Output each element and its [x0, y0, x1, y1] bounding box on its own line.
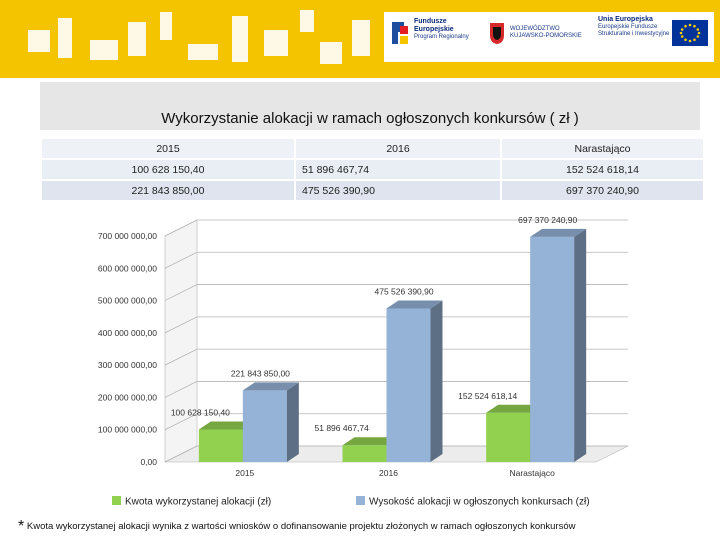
- y-tick-label: 300 000 000,00: [97, 360, 157, 371]
- table-cell: 221 843 850,00: [42, 181, 294, 200]
- table-header-cell: Narastająco: [502, 139, 703, 158]
- bar: [486, 413, 530, 462]
- data-label: 100 628 150,40: [170, 407, 230, 418]
- footnote-text: Kwota wykorzystanej alokacji wynika z wartości wniosków o dofinansowanie projektu złożonych w ramach ogłoszonych konkursów: [26, 521, 576, 532]
- footnote: [18, 516, 576, 534]
- table-cell: 475 526 390,90: [296, 181, 500, 200]
- table-cell: 152 524 618,14: [502, 160, 703, 179]
- data-label: 475 526 390,90: [374, 286, 434, 297]
- bar: [199, 430, 243, 462]
- y-tick-label: 400 000 000,00: [97, 327, 157, 338]
- table-header-cell: 2016: [296, 139, 500, 158]
- table-cell: 100 628 150,40: [42, 160, 294, 179]
- bar: [343, 445, 387, 462]
- legend-swatch: [112, 496, 121, 505]
- bar-side: [287, 382, 299, 462]
- legend-label: Wysokość alokacji w ogłoszonych konkursach (zł): [369, 496, 590, 508]
- x-tick-label: 2015: [235, 468, 255, 478]
- data-label: 221 843 850,00: [230, 368, 290, 379]
- data-label: 697 370 240,90: [518, 214, 578, 225]
- y-tick-label: 700 000 000,00: [97, 231, 157, 241]
- region-logo-text: WOJEWÓDZTWO KUJAWSKO-POMORSKIE: [510, 26, 582, 39]
- eu-logo-text: Unia Europejska Europejskie Fundusze Strukturalne i Inwestycyjne: [598, 16, 670, 37]
- table-cell: 697 370 240,90: [502, 181, 703, 200]
- fe-logo-text: Fundusze Europejskie Program Regionalny: [414, 18, 469, 40]
- table-cell: 51 896 467,74: [296, 160, 500, 179]
- table-header-cell: 2015: [42, 139, 294, 158]
- legend-swatch: [356, 496, 365, 505]
- bar-side: [431, 300, 443, 462]
- y-tick-label: 600 000 000,00: [97, 263, 157, 274]
- y-tick-label: 200 000 000,00: [97, 392, 157, 403]
- x-tick-label: 2016: [379, 468, 398, 478]
- page-title: Wykorzystanie alokacji w ramach ogłoszonych konkursów ( zł ): [161, 110, 579, 127]
- bar: [243, 390, 287, 462]
- data-label: 51 896 467,74: [314, 423, 369, 434]
- y-tick-label: 100 000 000,00: [97, 424, 157, 435]
- legend-label: Kwota wykorzystanej alokacji (zł): [125, 496, 272, 508]
- y-tick-label: 0,00: [140, 457, 157, 467]
- data-label: 152 524 618,14: [458, 390, 518, 401]
- chart-side-wall: [165, 220, 197, 462]
- y-tick-label: 500 000 000,00: [97, 295, 157, 306]
- bar: [387, 308, 431, 462]
- x-tick-label: Narastająco: [509, 468, 555, 478]
- footnote-star: *: [18, 518, 25, 535]
- bar-side: [574, 229, 586, 462]
- bar: [530, 237, 574, 462]
